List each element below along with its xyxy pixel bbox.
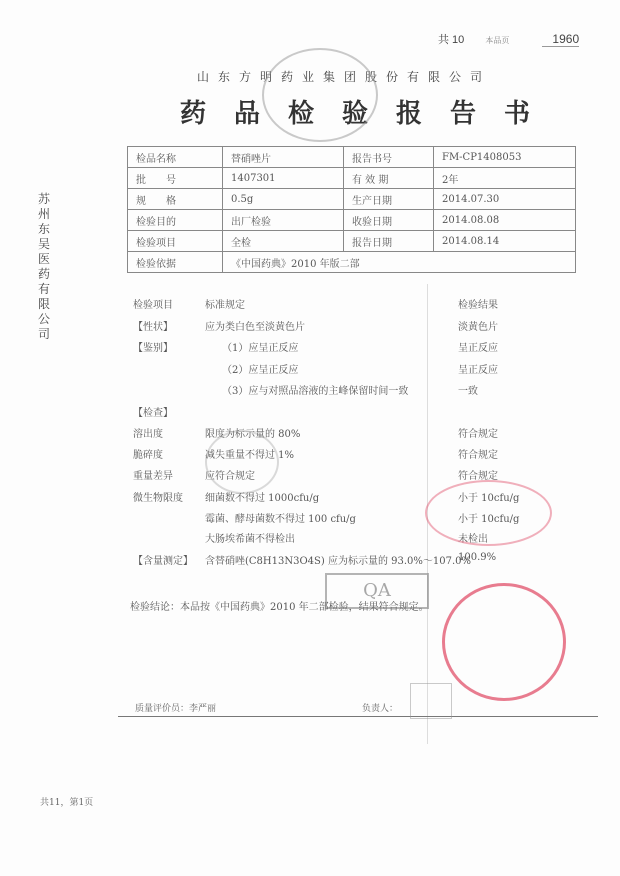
header-item: 检验项目: [133, 300, 173, 311]
test-result: 一致: [458, 386, 478, 397]
info-label: 有 效 期: [344, 168, 434, 189]
info-label: 收验日期: [344, 210, 434, 231]
info-row: [128, 147, 576, 168]
test-item: 溶出度: [133, 429, 163, 440]
test-standard: 霉菌、酵母菌数不得过 100 cfu/g: [205, 514, 356, 525]
company-seal-gray: [262, 48, 378, 142]
info-label: 规 格: [128, 189, 223, 210]
info-label: 检品名称: [128, 147, 223, 168]
test-standard: 减失重量不得过 1%: [205, 450, 295, 461]
document-title: 药品检验报告书: [180, 99, 559, 129]
test-item: 脆碎度: [133, 450, 163, 461]
test-result: 呈正反应: [458, 343, 498, 354]
responsible-person: 负责人：: [362, 704, 399, 714]
company-name: 山东方明药业集团股份有限公司: [197, 70, 492, 84]
basis-label: 检验依据: [128, 252, 223, 273]
info-value: FM-CP1408053: [434, 147, 576, 168]
test-result: 未检出: [458, 534, 488, 545]
test-standard: （1）应呈正反应: [222, 343, 299, 354]
side-stamp-text: 苏州东吴医药有限公司: [38, 192, 51, 341]
page-count: 共11，第1页: [40, 798, 94, 808]
info-label: 检验项目: [128, 231, 223, 252]
info-row: [128, 168, 576, 189]
info-label: 批 号: [128, 168, 223, 189]
info-value: 替硝唑片: [223, 147, 344, 168]
info-value: 1407301: [223, 168, 344, 189]
header-standard: 标准规定: [205, 300, 245, 311]
test-result: 符合规定: [458, 471, 498, 482]
test-item: 【检查】: [133, 408, 173, 419]
basis-value: 《中国药典》2010 年版二部: [223, 252, 576, 273]
red-seal-company: [442, 583, 566, 701]
faint-seal-gray: [205, 430, 279, 494]
copy-label: 本品页: [485, 36, 510, 45]
info-value: 出厂检验: [223, 210, 344, 231]
qa-release-stamp: QA: [325, 573, 429, 609]
info-value: 2014.07.30: [434, 189, 576, 210]
conclusion: 检验结论：本品按《中国药典》2010 年二部检验，结果符合规定。: [130, 602, 429, 613]
test-standard: 细菌数不得过 1000cfu/g: [205, 493, 320, 504]
info-value: 全检: [223, 231, 344, 252]
page-label: 共 10: [438, 34, 465, 46]
test-standard: 应符合规定: [205, 471, 255, 482]
product-info-table: [127, 146, 576, 273]
test-result: 呈正反应: [458, 365, 498, 376]
info-value: 2014.08.08: [434, 210, 576, 231]
test-standard: 限度为标示量的 80%: [205, 429, 301, 440]
test-result: 符合规定: [458, 429, 498, 440]
evaluator: 质量评价员：李严丽: [135, 704, 217, 714]
info-label: 生产日期: [344, 189, 434, 210]
header-result: 检验结果: [458, 300, 498, 311]
info-label: 检验目的: [128, 210, 223, 231]
info-label: 报告书号: [344, 147, 434, 168]
page-copy-info: [438, 31, 579, 47]
test-item: 微生物限度: [133, 493, 183, 504]
test-standard: 含替硝唑(C8H13N3O4S) 应为标示量的 93.0%～107.0%: [205, 556, 472, 567]
test-result: 100.9%: [458, 552, 497, 563]
test-item: 【性状】: [133, 322, 173, 333]
test-standard: （2）应呈正反应: [222, 365, 299, 376]
test-result: 淡黄色片: [458, 322, 498, 333]
test-standard: 大肠埃希菌不得检出: [205, 534, 295, 545]
test-item: 重量差异: [133, 471, 173, 482]
test-result: 小于 10cfu/g: [458, 514, 520, 525]
test-standard: （3）应与对照品溶液的主峰保留时间一致: [222, 386, 409, 397]
info-label: 报告日期: [344, 231, 434, 252]
test-standard: 应为类白色至淡黄色片: [205, 322, 305, 333]
info-value: 2014.08.14: [434, 231, 576, 252]
basis-row: [128, 252, 576, 273]
test-item: 【鉴别】: [133, 343, 173, 354]
info-row: [128, 189, 576, 210]
test-item: 【含量测定】: [133, 556, 193, 567]
copy-number: 1960: [542, 32, 579, 47]
red-seal-oval: [425, 480, 552, 546]
footer-line: [118, 716, 598, 717]
test-result: 符合规定: [458, 450, 498, 461]
info-row: [128, 231, 576, 252]
info-value: 0.5g: [223, 189, 344, 210]
info-row: [128, 210, 576, 231]
signature-stamp: [410, 683, 452, 719]
info-value: 2年: [434, 168, 576, 189]
test-result: 小于 10cfu/g: [458, 493, 520, 504]
